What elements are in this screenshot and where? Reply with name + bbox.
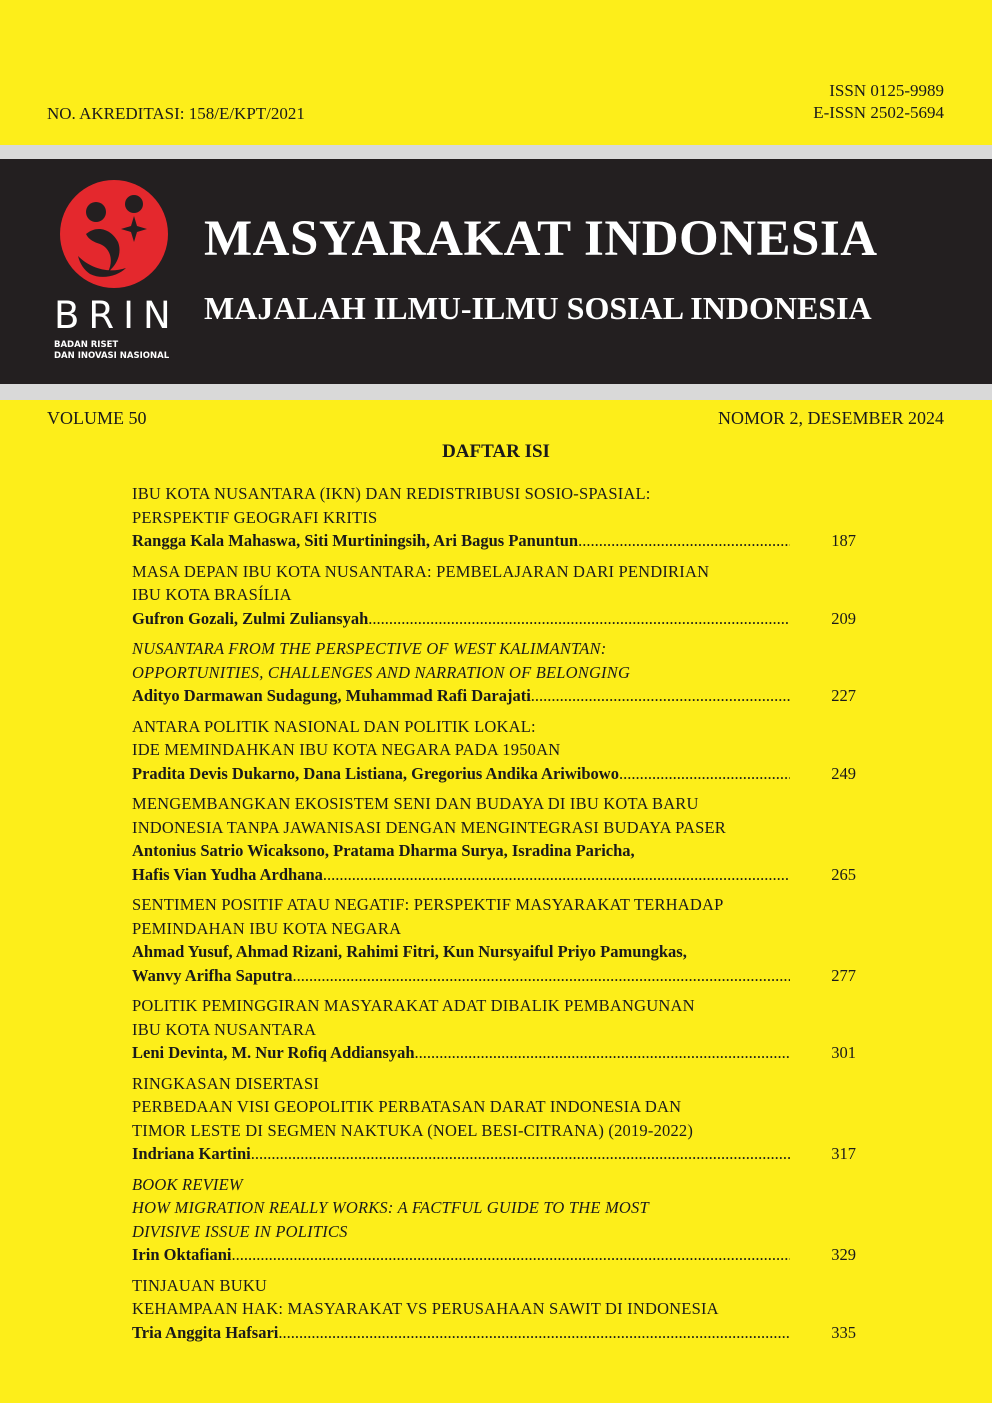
toc-entry-title-line: MENGEMBANGKAN EKOSISTEM SENI DAN BUDAYA DI IBU KOTA BARU <box>132 794 699 813</box>
toc-leader-dots <box>578 529 790 553</box>
toc-heading: DAFTAR ISI <box>442 441 550 462</box>
toc-entry-title-line: NUSANTARA FROM THE PERSPECTIVE OF WEST KALIMANTAN: <box>132 639 607 658</box>
toc-entry-title-line: IBU KOTA NUSANTARA (IKN) DAN REDISTRIBUSI SOSIO-SPASIAL: <box>132 484 651 503</box>
toc-entry-title-line: PERBEDAAN VISI GEOPOLITIK PERBATASAN DARAT INDONESIA DAN <box>132 1097 682 1116</box>
toc-entry-title-line: MASA DEPAN IBU KOTA NUSANTARA: PEMBELAJARAN DARI PENDIRIAN <box>132 561 710 581</box>
toc-entry-authors: Adityo Darmawan Sudagung, Muhammad Rafi Darajati <box>132 686 531 705</box>
toc-entry-title-line: ANTARA POLITIK NASIONAL DAN POLITIK LOKAL: <box>132 716 536 736</box>
toc-entry-title-line: RINGKASAN DISERTASI <box>132 1073 320 1093</box>
toc-entry-title-line: IBU KOTA NUSANTARA <box>132 1019 317 1039</box>
toc-entry-authors: Gufron Gozali, Zulmi Zuliansyah <box>132 608 369 628</box>
toc-entry-page: 265 <box>831 864 856 884</box>
volume-label: VOLUME 50 <box>47 408 147 428</box>
toc-entry-page: 227 <box>831 686 856 705</box>
toc-leader-dots <box>251 1142 790 1166</box>
toc-entry-title-line: POLITIK PEMINGGIRAN MASYARAKAT ADAT DIBALIK PEMBANGUNAN <box>132 996 695 1015</box>
issn-block <box>813 80 944 124</box>
toc-entry-authors: Indriana Kartini <box>132 1144 251 1163</box>
journal-title: MASYARAKAT INDONESIA <box>204 211 878 267</box>
toc-entry[interactable] <box>132 1173 856 1267</box>
brin-subtitle <box>54 340 169 362</box>
toc-entry-author-row <box>132 1142 856 1166</box>
brin-wordmark: BRIN <box>54 294 180 337</box>
toc-entry-author-row <box>132 607 856 631</box>
toc-entry-page: 317 <box>831 1144 856 1163</box>
toc-entry-authors: Ahmad Yusuf, Ahmad Rizani, Rahimi Fitri, Kun Nursyaiful Priyo Pamungkas, <box>132 942 687 961</box>
toc-entry-page: 335 <box>831 1322 856 1342</box>
toc-entry-title-line: PEMINDAHAN IBU KOTA NEGARA <box>132 918 402 938</box>
toc-entry-page: 187 <box>831 531 856 550</box>
toc-entry-title-line: TINJAUAN BUKU <box>132 1275 268 1295</box>
toc-entry-title-line: HOW MIGRATION REALLY WORKS: A FACTFUL GUIDE TO THE MOST <box>132 1198 649 1217</box>
brin-emblem-icon <box>56 176 172 292</box>
toc-entry-authors: Irin Oktafiani <box>132 1245 232 1264</box>
toc-entry-author-row <box>132 762 856 786</box>
toc-entry-title-line: BOOK REVIEW <box>132 1174 243 1194</box>
toc-entry-page: 301 <box>831 1043 856 1062</box>
toc-leader-dots <box>231 1243 790 1267</box>
toc-leader-dots <box>278 1321 790 1345</box>
toc-entry[interactable] <box>132 560 856 631</box>
table-of-contents <box>132 482 856 1351</box>
toc-leader-dots <box>415 1041 790 1065</box>
toc-entry-authors: Tria Anggita Hafsari <box>132 1322 279 1342</box>
toc-entry-page: 277 <box>831 965 856 985</box>
brin-subtitle-line: BADAN RISET <box>54 340 119 350</box>
toc-entry-title-line: OPPORTUNITIES, CHALLENGES AND NARRATION OF BELONGING <box>132 662 631 682</box>
toc-entry-authors: Pradita Devis Dukarno, Dana Listiana, Gregorius Andika Ariwibowo <box>132 763 619 783</box>
toc-entry-author-row <box>132 529 856 553</box>
toc-leader-dots <box>323 863 790 887</box>
toc-entry-authors: Rangga Kala Mahaswa, Siti Murtiningsih, Ari Bagus Panuntun <box>132 531 579 550</box>
toc-entry-title-line: IDE MEMINDAHKAN IBU KOTA NEGARA PADA 1950AN <box>132 740 561 759</box>
toc-entry-title-line: PERSPEKTIF GEOGRAFI KRITIS <box>132 507 378 527</box>
toc-leader-dots <box>619 762 790 786</box>
journal-subtitle: MAJALAH ILMU-ILMU SOSIAL INDONESIA <box>204 290 872 326</box>
toc-entry-authors: Hafis Vian Yudha Ardhana <box>132 864 323 884</box>
toc-entry[interactable] <box>132 792 856 886</box>
toc-entry[interactable] <box>132 482 856 553</box>
accreditation-number: NO. AKREDITASI: 158/E/KPT/2021 <box>47 104 305 123</box>
toc-leader-dots <box>531 684 790 708</box>
toc-entry-title-line: TIMOR LESTE DI SEGMEN NAKTUKA (NOEL BESI-CITRANA) (2019-2022) <box>132 1120 694 1140</box>
bottom-divider <box>0 384 992 400</box>
toc-entry[interactable] <box>132 994 856 1065</box>
toc-entry-author-row <box>132 684 856 708</box>
toc-entry-author-row <box>132 1321 856 1345</box>
toc-entry-authors: Wanvy Arifha Saputra <box>132 965 293 985</box>
toc-entry-title-line: INDONESIA TANPA JAWANISASI DENGAN MENGINTEGRASI BUDAYA PASER <box>132 817 726 837</box>
toc-entry-authors: Antonius Satrio Wicaksono, Pratama Dharma Surya, Isradina Paricha, <box>132 841 635 860</box>
toc-leader-dots <box>292 964 790 988</box>
toc-entry-authors: Leni Devinta, M. Nur Rofiq Addiansyah <box>132 1043 415 1062</box>
toc-entry[interactable] <box>132 1072 856 1166</box>
toc-entry-title-line: KEHAMPAAN HAK: MASYARAKAT VS PERUSAHAAN SAWIT DI INDONESIA <box>132 1299 719 1318</box>
toc-entry[interactable] <box>132 893 856 987</box>
toc-entry-author-row <box>132 1243 856 1267</box>
toc-entry-author-row <box>132 964 856 988</box>
toc-entry-author-row <box>132 863 856 887</box>
brin-logo <box>52 176 187 366</box>
toc-entry-title-line: IBU KOTA BRASÍLIA <box>132 585 292 604</box>
toc-entry[interactable] <box>132 637 856 708</box>
toc-entry-author-row <box>132 1041 856 1065</box>
eissn: E-ISSN 2502-5694 <box>813 103 944 122</box>
toc-entry-page: 209 <box>831 608 856 628</box>
issn: ISSN 0125-9989 <box>829 81 944 100</box>
toc-entry-page: 329 <box>831 1245 856 1264</box>
toc-entry-title-line: DIVISIVE ISSUE IN POLITICS <box>132 1221 348 1241</box>
toc-entry[interactable] <box>132 715 856 786</box>
toc-entry-title-line: SENTIMEN POSITIF ATAU NEGATIF: PERSPEKTIF MASYARAKAT TERHADAP <box>132 895 724 914</box>
toc-entry-page: 249 <box>831 763 856 783</box>
toc-leader-dots <box>368 607 790 631</box>
toc-entry[interactable] <box>132 1274 856 1345</box>
top-divider <box>0 145 992 159</box>
issue-number: NOMOR 2, DESEMBER 2024 <box>717 408 944 428</box>
brin-subtitle-line: DAN INOVASI NASIONAL <box>54 351 170 361</box>
